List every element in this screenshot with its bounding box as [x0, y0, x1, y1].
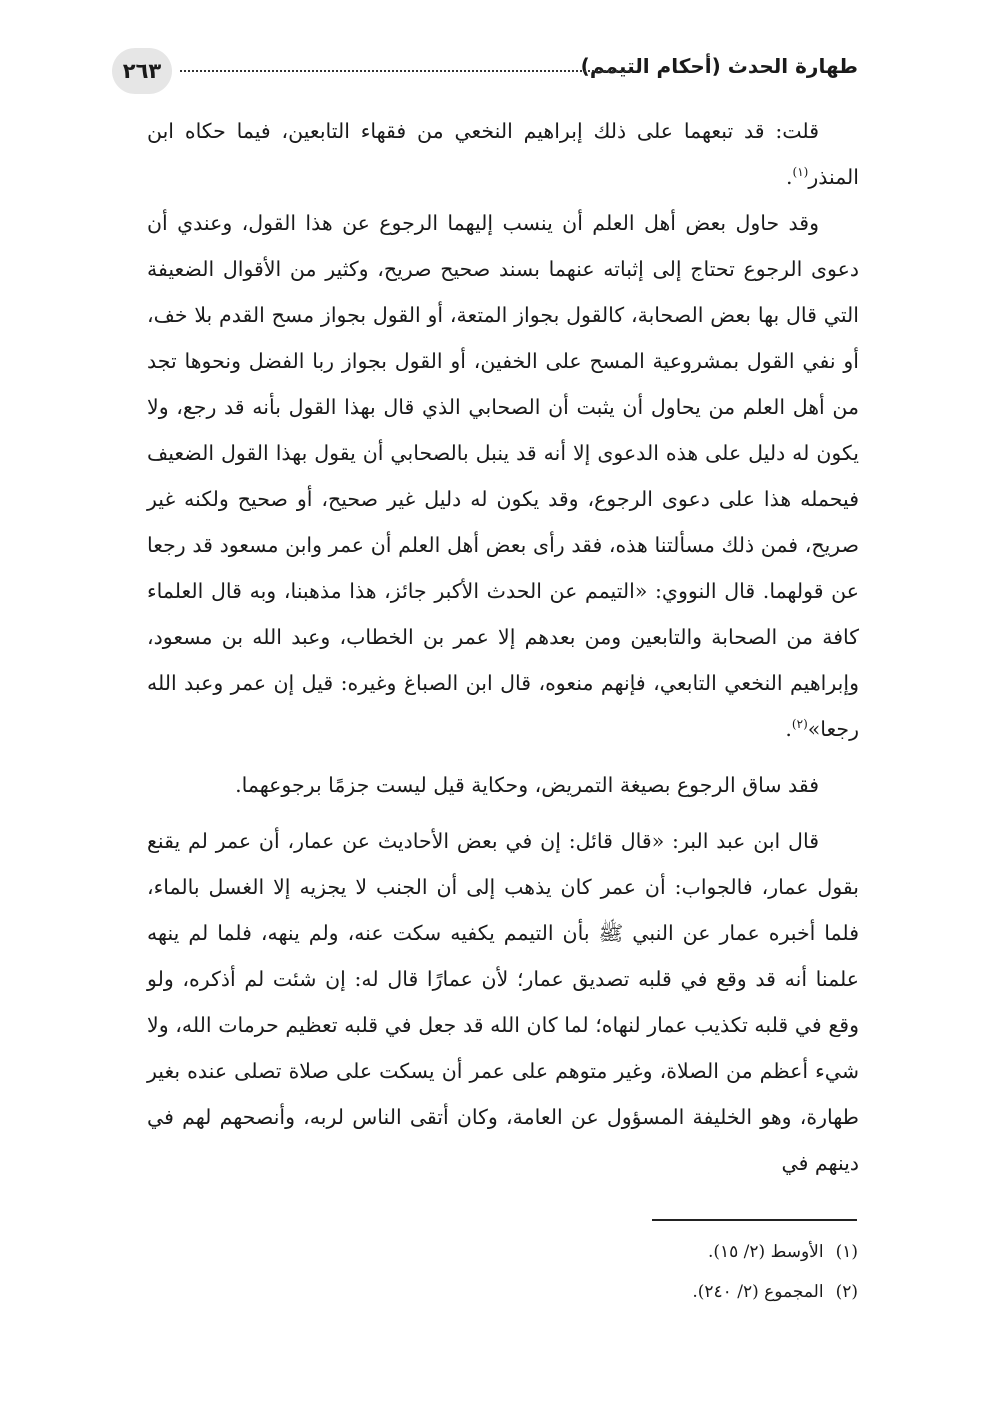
chapter-title: طهارة الحدث (أحكام التيمم) — [580, 54, 858, 78]
paragraph-end: . — [786, 165, 793, 189]
body-text — [147, 108, 859, 1186]
footnote-text: المجموع (٢/ ٢٤٠). — [692, 1282, 824, 1302]
header-dotted-leader — [180, 70, 630, 72]
footnote-separator — [652, 1219, 857, 1221]
paragraph-text: قلت: قد تبعهما على ذلك إبراهيم النخعي من فقهاء التابعين، فيما حكاه ابن المنذر — [147, 119, 859, 189]
running-header — [112, 48, 858, 94]
paragraph-text: قال ابن عبد البر: «قال قائل: إن في بعض الأحاديث عن عمار، أن عمر لم يقنع بقول عمار، فالجواب: أن عمر كان يذهب إلى أن الجنب لا يجزيه إلا الغسل بالماء، فلما أخبره عمار عن النبي ﷺ بأن التيمم يكفيه سكت عنه، ولم ينهه، فلما لم ينهه علمنا أنه قد وقع في قلبه تصديق عمار؛ لأن عمارًا قال له: إن شئت لم أذكره، ولو وقع في قلبه تكذيب عمار لنهاه؛ لما كان الله قد جعل في قلبه تعظيم حرمات الله، ولا شيء أعظم من الصلاة، وغير متوهم على عمر أن يسكت على صلاة تصلى عنده بغير طهارة، وهو الخليفة المسؤول عن العامة، وكان أتقى الناس لربه، وأنصحهم لهم في دينهم في — [147, 829, 859, 1175]
footnote — [400, 1272, 858, 1312]
footnote-ref: (١) — [792, 165, 809, 180]
page-number: ٢٦٣ — [112, 48, 172, 94]
paragraph — [147, 818, 859, 1186]
footnote — [400, 1232, 858, 1272]
footnote-number: (٢) — [835, 1282, 858, 1302]
paragraph-text: فقد ساق الرجوع بصيغة التمريض، وحكاية قيل ليست جزمًا برجوعهما. — [235, 773, 819, 797]
footnote-text: الأوسط (٢/ ١٥). — [707, 1242, 824, 1262]
paragraph-end: . — [785, 717, 792, 741]
paragraph — [147, 108, 859, 200]
paragraph — [147, 762, 859, 808]
footnote-number: (١) — [835, 1242, 858, 1262]
footnote-ref: (٢) — [791, 717, 808, 732]
paragraph-text: وقد حاول بعض أهل العلم أن ينسب إليهما الرجوع عن هذا القول، وعندي أن دعوى الرجوع تحتاج إلى إثباته عنهما بسند صحيح صريح، وكثير من الأقوال الضعيفة التي قال بها بعض الصحابة، كالقول بجواز المتعة، أو القول بجواز مسح القدم بلا خف، أو نفي القول بمشروعية المسح على الخفين، أو القول بجواز ربا الفضل ونحوها تجد من أهل العلم من يحاول أن يثبت أن الصحابي الذي قال بهذا القول بأنه قد رجع، ولا يكون له دليل على هذه الدعوى إلا أنه قد ينبل بالصحابي أن يقول بهذا القول الضعيف فيحمله هذا على دعوى الرجوع، وقد يكون له دليل غير صحيح، أو صحيح ولكنه غير صريح، فمن ذلك مسألتنا هذه، فقد رأى بعض أهل العلم أن عمر وابن مسعود قد رجعا عن قولهما. قال النووي: «التيمم عن الحدث الأكبر جائز، هذا مذهبنا، وبه قال العلماء كافة من الصحابة والتابعين ومن بعدهم إلا عمر بن الخطاب، وعبد الله بن مسعود، وإبراهيم النخعي التابعي، فإنهم منعوه، قال ابن الصباغ وغيره: قيل إن عمر وعبد الله رجعا» — [147, 211, 859, 741]
paragraph — [147, 200, 859, 752]
footnotes — [400, 1232, 858, 1312]
